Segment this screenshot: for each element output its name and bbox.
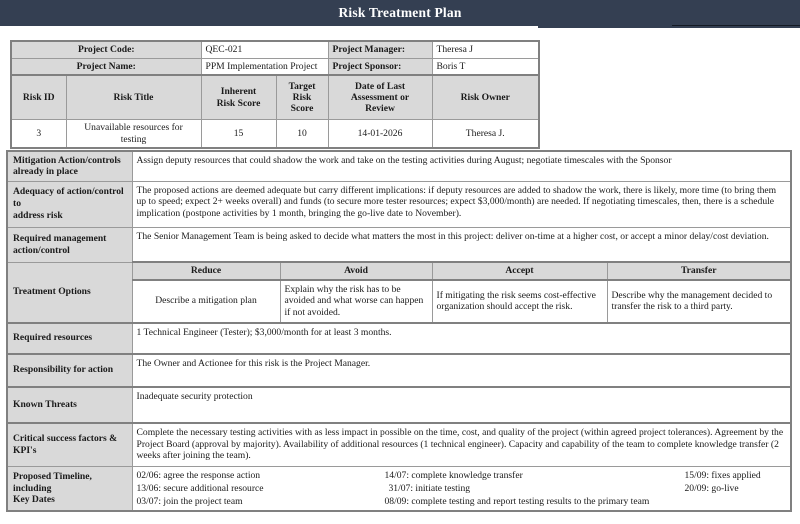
timeline-entry-3-col1: 03/07: join the project team [136,495,243,507]
row-label-adequacy [7,181,132,227]
row-value-known-threats: Inadequate security protection [132,387,791,423]
label-line-3: address risk [13,209,63,221]
label-line-2: including [13,482,52,494]
cell-risk-owner: Theresa J. [432,119,539,148]
timeline-entry-3-col2: 08/09: complete testing and report testing results to the primary team [384,495,650,507]
row-value-mitigation: Assign deputy resources that could shadow the work and take on the testing activities during August; negotiate timescales with the Sponsor [132,151,791,181]
label-line-1: Proposed Timeline, [13,471,92,482]
page-title: Risk Treatment Plan [338,5,462,20]
row-value-proposed-timeline [132,467,791,511]
label-line-3: Key Dates [13,494,55,506]
table-row-proposed-timeline [7,467,791,511]
header-line-1: Date of Last [354,80,406,92]
treatment-option-text-reduce: Describe a mitigation plan [132,280,280,323]
timeline-entry-2-col2: 31/07: initiate testing [388,483,471,495]
header-line-3: Score [290,103,314,115]
document-header-banner [0,0,800,26]
row-value-critical-success: Complete the necessary testing activities with as less impact in possible on the time, cost, and quality of the project (within agreed project tolerances). Agreement by the Project Board (approval by majority). Availability of additional resources (1 technical engineer). Capacity and capability of the team to complete knowledge transfer (2 weeks after joining the team). [132,423,791,467]
row-value-required-management: The Senior Management Team is being asked to decide what matters the most in this project: deliver on-time at a higher cost, or accept a minor delay/cost deviation. [132,227,791,262]
risk-table-data-row [11,119,539,148]
table-row-responsibility [7,354,791,387]
timeline-entry-2-col3: 20/09: go-live [684,483,739,495]
project-manager-value: Theresa J [432,41,539,58]
header-line-2: Assessment or [350,92,410,103]
project-summary-table [10,40,540,149]
table-row-required-resources [7,323,791,354]
treatment-option-header-accept: Accept [432,262,607,280]
timeline-grid [137,470,787,507]
label-line-2: KPI's [13,445,37,457]
cell-risk-title: Unavailable resources for testing [66,119,201,148]
project-code-label: Project Code: [11,41,201,58]
column-header-date-of-last-assessment [328,75,432,119]
risk-table-header-row [11,75,539,119]
cell-inherent-risk-score: 15 [201,119,276,148]
cell-target-risk-score: 10 [276,119,328,148]
treatment-option-header-reduce: Reduce [132,262,280,280]
column-header-risk-id: Risk ID [11,75,66,119]
row-label-mitigation [7,151,132,181]
timeline-entry-1-col3: 15/09: fixes applied [684,470,761,482]
timeline-entry-3-col3 [685,496,787,508]
table-row-required-management [7,227,791,262]
header-line-2: Risk Score [216,97,261,109]
timeline-entry-2-col1: 13/06: secure additional resource [136,483,264,495]
treatment-option-header-avoid: Avoid [280,262,432,280]
row-label-known-threats: Known Threats [7,387,132,423]
project-manager-label: Project Manager: [328,41,432,58]
row-value-adequacy: The proposed actions are deemed adequate but carry different implications: if deputy resources are added to shadow the work, there is likely, more time (to bring them up to speed; expect 2+ weeks overall) and funds (to secure more tester resources; expect $3,000/month) are needed. If negotiating timescales, then, there is a schedule implication (postpone activities by 1 month, bringing the go-live date to November). [132,181,791,227]
project-sponsor-value: Boris T [432,58,539,75]
label-line-1: Critical success factors & [13,433,118,445]
column-header-target-risk-score [276,75,328,119]
row-value-responsibility: The Owner and Actionee for this risk is the Project Manager. [132,354,791,387]
row-label-responsibility: Responsibility for action [7,354,132,387]
timeline-entry-1-col1: 02/06: agree the response action [136,470,261,482]
table-row-known-threats [7,387,791,423]
project-code-value: QEC-021 [201,41,328,58]
treatment-option-header-transfer: Transfer [607,262,791,280]
label-line-2: already in place [13,166,78,178]
label-line-1: Required management [13,232,107,244]
header-line-2: Risk [292,92,312,103]
cell-risk-id: 3 [11,119,66,148]
banner-tail-accent [538,26,800,28]
treatment-option-text-avoid: Explain why the risk has to be avoided and what worse can happen if not avoided. [280,280,432,323]
row-label-proposed-timeline [7,467,132,511]
risk-treatment-detail-table [6,150,792,512]
cell-date-of-last-assessment: 14-01-2026 [328,119,432,148]
treatment-option-text-accept: If mitigating the risk seems cost-effective organization should accept the risk. [432,280,607,323]
table-row-adequacy [7,181,791,227]
label-line-1: Mitigation Action/controls [13,154,121,166]
row-label-treatment-options: Treatment Options [7,262,132,323]
row-label-required-management [7,227,132,262]
column-header-risk-title: Risk Title [66,75,201,119]
row-label-critical-success [7,423,132,467]
row-value-required-resources: 1 Technical Engineer (Tester); $3,000/month for at least 3 months. [132,323,791,354]
project-sponsor-label: Project Sponsor: [328,58,432,75]
treatment-option-text-transfer: Describe why the management decided to transfer the risk to a third party. [607,280,791,323]
header-line-3: Review [365,103,395,115]
label-line-2: action/control [13,244,70,256]
column-header-inherent-risk-score [201,75,276,119]
table-row-critical-success [7,423,791,467]
table-row [11,58,539,75]
header-line-1: Inherent [220,86,257,98]
table-row-treatment-options-headers [7,262,791,280]
row-label-required-resources: Required resources [7,323,132,354]
project-name-label: Project Name: [11,58,201,75]
label-line-1: Adequacy of action/control [13,186,124,198]
table-row-mitigation [7,151,791,181]
project-name-value: PPM Implementation Project [201,58,328,75]
column-header-risk-owner: Risk Owner [432,75,539,119]
header-line-1: Target [288,80,316,92]
label-line-2: to [13,198,21,210]
table-row [11,41,539,58]
timeline-entry-1-col2: 14/07: complete knowledge transfer [384,470,523,482]
